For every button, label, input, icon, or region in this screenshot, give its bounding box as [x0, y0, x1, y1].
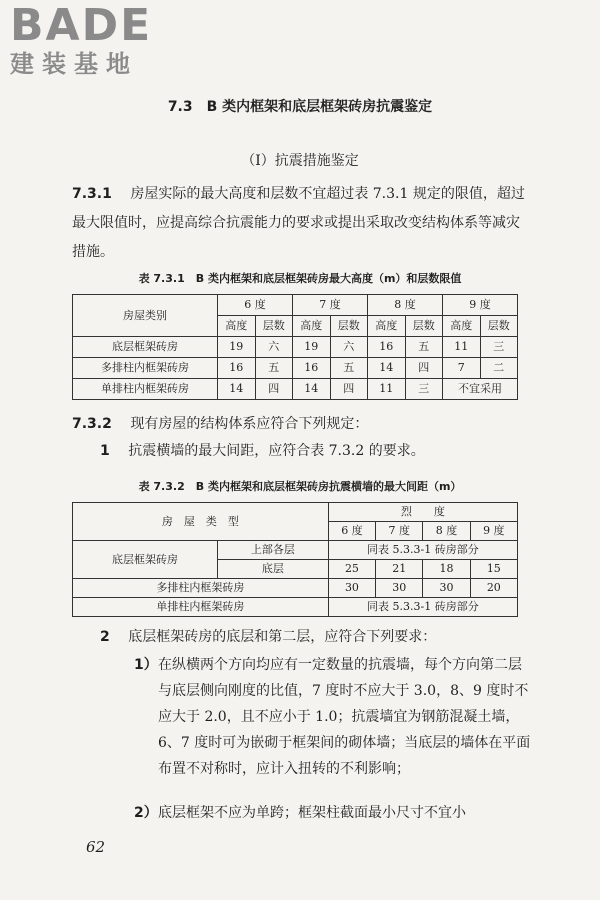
table1-cell: 六 [255, 337, 293, 358]
table1-header-degree: 8 度 [368, 295, 443, 316]
sub-item-text: 在纵横两个方向均应有一定数量的抗震墙，每个方向第二层与底层侧向刚度的比值，7 度时不应大于 3.0，8、9 度时不应大于 2.0，且不应小于 1.0；抗震墙宜为钢筋混凝土墙，6、7 度时可为嵌砌于框架间的砌体墙；当底层的墙体在平面布置不对称时，应计入扭转的不利影响； [158, 657, 531, 777]
table1-cell: 六 [330, 337, 368, 358]
table1-caption: 表 7.3.1 B 类内框架和底层框架砖房最大高度（m）和层数限值 [138, 272, 462, 285]
table1-header-degree: 7 度 [293, 295, 368, 316]
table1-subheader: 高度 [443, 316, 481, 337]
table1-row-name: 底层框架砖房 [73, 337, 218, 358]
sub-item-2 [134, 800, 532, 826]
table-row [73, 337, 518, 358]
table1-cell: 四 [255, 379, 293, 400]
item-number: 2 [100, 629, 110, 645]
table2-row-sub: 上部各层 [218, 541, 329, 560]
sub-item-label: 2） [134, 805, 158, 821]
table2-cell: 25 [328, 560, 375, 579]
table1-cell: 19 [293, 337, 331, 358]
table2-caption: 表 7.3.2 B 类内框架和底层框架砖房抗震横墙的最大间距（m） [138, 480, 462, 493]
table2-row-name: 单排柱内框架砖房 [73, 598, 329, 617]
paragraph-7-3-2 [72, 410, 532, 439]
table2-cell: 20 [470, 579, 517, 598]
sub-item-1 [134, 652, 532, 782]
section-title: 7.3 B 类内框架和底层框架砖房抗震鉴定 [167, 99, 433, 115]
table1-subheader: 高度 [218, 316, 256, 337]
table1-cell: 五 [330, 358, 368, 379]
table1-cell: 五 [405, 337, 443, 358]
table2-cell: 30 [376, 579, 423, 598]
item-text: 抗震横墙的最大间距，应符合表 7.3.2 的要求。 [128, 443, 425, 459]
logo-english: BADE [10, 0, 153, 51]
table2-header-group: 烈 度 [328, 503, 517, 522]
table-row [73, 358, 518, 379]
table1-cell: 7 [443, 358, 481, 379]
table1-cell: 三 [405, 379, 443, 400]
table2-header-degree: 8 度 [423, 522, 470, 541]
table1-subheader: 层数 [330, 316, 368, 337]
sub-title: （Ⅰ）抗震措施鉴定 [241, 153, 359, 169]
table2-cell: 15 [470, 560, 517, 579]
table-row [73, 598, 518, 617]
table-row [73, 579, 518, 598]
table2-cell-merged: 同表 5.3.3-1 砖房部分 [328, 598, 517, 617]
logo-chinese: 建装基地 [10, 50, 138, 78]
table2-cell: 30 [328, 579, 375, 598]
table1-subheader: 层数 [255, 316, 293, 337]
clause-number: 7.3.2 [72, 416, 112, 432]
item-2 [100, 626, 540, 646]
table2-cell-merged: 同表 5.3.3-1 砖房部分 [328, 541, 517, 560]
sub-item-text: 底层框架不应为单跨；框架柱截面最小尺寸不宜小 [158, 805, 466, 821]
table1-cell: 19 [218, 337, 256, 358]
item-1 [100, 440, 540, 460]
table2-cell: 18 [423, 560, 470, 579]
table1-cell-not-recommended: 不宜采用 [443, 379, 518, 400]
table2-cell: 21 [376, 560, 423, 579]
table2-header-degree: 6 度 [328, 522, 375, 541]
table1-cell: 三 [480, 337, 518, 358]
page-number: 62 [86, 838, 106, 856]
table2-header-type: 房 屋 类 型 [73, 503, 329, 541]
table1-cell: 11 [443, 337, 481, 358]
logo [10, 2, 190, 78]
table1-cell: 16 [368, 337, 406, 358]
table1-subheader: 层数 [405, 316, 443, 337]
table2-row-name: 多排柱内框架砖房 [73, 579, 329, 598]
table1-cell: 14 [293, 379, 331, 400]
paragraph-7-3-1 [72, 180, 532, 267]
item-text: 底层框架砖房的底层和第二层，应符合下列要求： [128, 629, 437, 645]
table1-cell: 14 [368, 358, 406, 379]
table2-header-degree: 7 度 [376, 522, 423, 541]
table1-header-degree: 6 度 [218, 295, 293, 316]
table-row [73, 541, 518, 560]
table1-subheader: 层数 [480, 316, 518, 337]
table2-row-name: 底层框架砖房 [73, 541, 218, 579]
table1-row-name: 多排柱内框架砖房 [73, 358, 218, 379]
sub-item-label: 1） [134, 657, 158, 673]
table1-cell: 五 [255, 358, 293, 379]
table1-cell: 16 [218, 358, 256, 379]
table1-header-category: 房屋类别 [73, 295, 218, 337]
table1-subheader: 高度 [368, 316, 406, 337]
table1-cell: 四 [405, 358, 443, 379]
clause-number: 7.3.1 [72, 186, 112, 202]
table-7-3-1 [72, 294, 518, 400]
item-number: 1 [100, 443, 110, 459]
table1-row-name: 单排柱内框架砖房 [73, 379, 218, 400]
table1-cell: 11 [368, 379, 406, 400]
clause-text: 房屋实际的最大高度和层数不宜超过表 7.3.1 规定的限值，超过最大限值时，应提高综合抗震能力的要求或提出采取改变结构体系等减灾措施。 [72, 186, 525, 260]
table2-cell: 30 [423, 579, 470, 598]
table-row [73, 379, 518, 400]
table2-header-degree: 9 度 [470, 522, 517, 541]
table1-header-degree: 9 度 [443, 295, 518, 316]
table1-cell: 四 [330, 379, 368, 400]
table1-cell: 二 [480, 358, 518, 379]
table1-subheader: 高度 [293, 316, 331, 337]
table2-row-sub: 底层 [218, 560, 329, 579]
clause-text: 现有房屋的结构体系应符合下列规定： [130, 416, 369, 432]
table1-cell: 16 [293, 358, 331, 379]
table-7-3-2 [72, 502, 518, 617]
table1-cell: 14 [218, 379, 256, 400]
